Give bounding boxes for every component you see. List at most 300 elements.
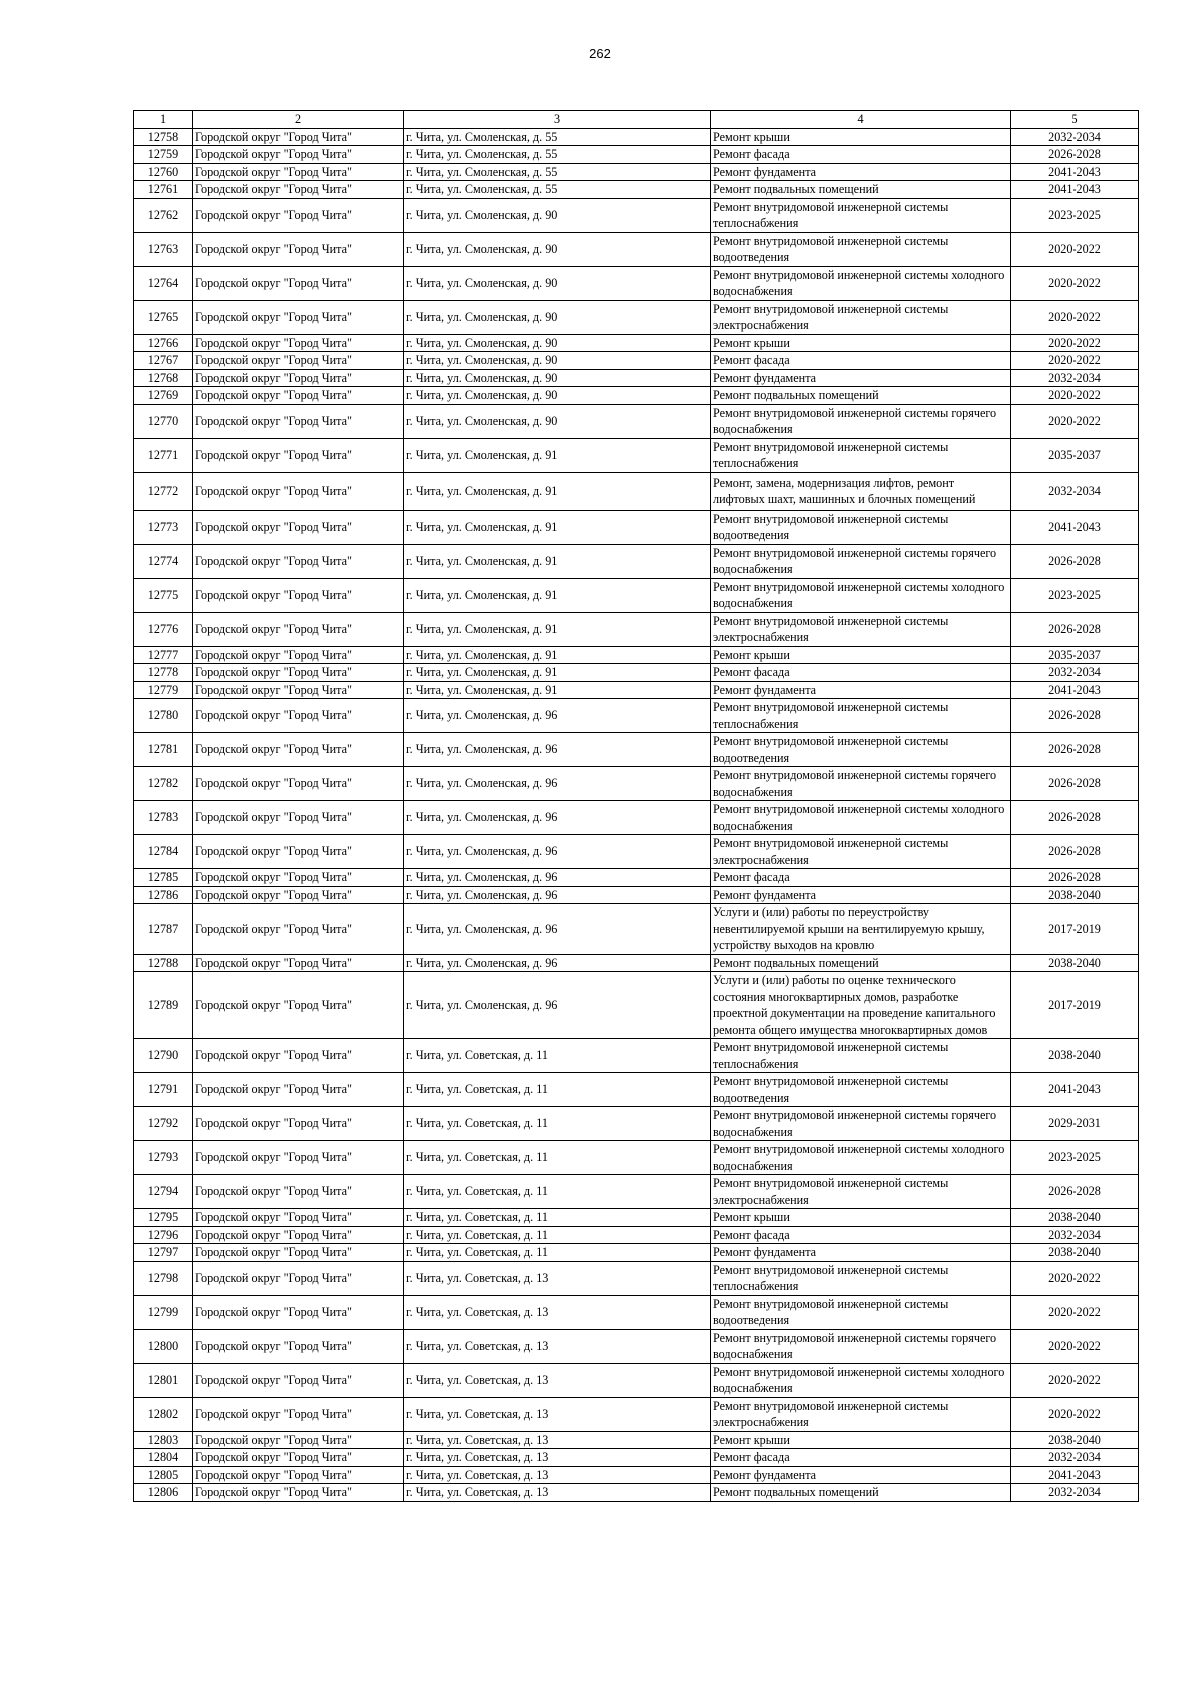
row-number: 12787 xyxy=(134,904,193,955)
municipality-cell: Городской округ "Город Чита" xyxy=(193,1244,404,1262)
period-cell: 2035-2037 xyxy=(1011,646,1139,664)
address-cell: г. Чита, ул. Советская, д. 13 xyxy=(404,1449,711,1467)
municipality-cell: Городской округ "Город Чита" xyxy=(193,352,404,370)
work-type-cell: Ремонт фасада xyxy=(711,1449,1011,1467)
address-cell: г. Чита, ул. Смоленская, д. 90 xyxy=(404,404,711,438)
period-cell: 2032-2034 xyxy=(1011,664,1139,682)
row-number: 12758 xyxy=(134,128,193,146)
row-number: 12775 xyxy=(134,578,193,612)
municipality-cell: Городской округ "Город Чита" xyxy=(193,612,404,646)
row-number: 12805 xyxy=(134,1466,193,1484)
work-type-cell: Ремонт крыши xyxy=(711,334,1011,352)
municipality-cell: Городской округ "Город Чита" xyxy=(193,1226,404,1244)
address-cell: г. Чита, ул. Смоленская, д. 91 xyxy=(404,438,711,472)
municipality-cell: Городской округ "Город Чита" xyxy=(193,954,404,972)
address-cell: г. Чита, ул. Смоленская, д. 96 xyxy=(404,767,711,801)
column-header-4: 4 xyxy=(711,111,1011,129)
period-cell: 2041-2043 xyxy=(1011,681,1139,699)
period-cell: 2020-2022 xyxy=(1011,232,1139,266)
table-row xyxy=(134,1175,1139,1209)
capital-repair-table xyxy=(133,110,1139,1502)
period-cell: 2023-2025 xyxy=(1011,198,1139,232)
row-number: 12762 xyxy=(134,198,193,232)
work-type-cell: Ремонт внутридомовой инженерной системы водоотведения xyxy=(711,1073,1011,1107)
municipality-cell: Городской округ "Город Чита" xyxy=(193,387,404,405)
row-number: 12776 xyxy=(134,612,193,646)
municipality-cell: Городской округ "Город Чита" xyxy=(193,1329,404,1363)
municipality-cell: Городской округ "Город Чита" xyxy=(193,681,404,699)
row-number: 12780 xyxy=(134,699,193,733)
table-row xyxy=(134,699,1139,733)
table-row xyxy=(134,1363,1139,1397)
address-cell: г. Чита, ул. Смоленская, д. 90 xyxy=(404,300,711,334)
period-cell: 2026-2028 xyxy=(1011,146,1139,164)
address-cell: г. Чита, ул. Смоленская, д. 96 xyxy=(404,733,711,767)
municipality-cell: Городской округ "Город Чита" xyxy=(193,404,404,438)
work-type-cell: Ремонт внутридомовой инженерной системы холодного водоснабжения xyxy=(711,266,1011,300)
municipality-cell: Городской округ "Город Чита" xyxy=(193,1363,404,1397)
municipality-cell: Городской округ "Город Чита" xyxy=(193,1295,404,1329)
period-cell: 2026-2028 xyxy=(1011,767,1139,801)
address-cell: г. Чита, ул. Смоленская, д. 55 xyxy=(404,146,711,164)
row-number: 12801 xyxy=(134,1363,193,1397)
address-cell: г. Чита, ул. Советская, д. 11 xyxy=(404,1244,711,1262)
address-cell: г. Чита, ул. Смоленская, д. 91 xyxy=(404,544,711,578)
table-row xyxy=(134,334,1139,352)
table-row xyxy=(134,835,1139,869)
page-number: 262 xyxy=(589,46,611,61)
period-cell: 2020-2022 xyxy=(1011,1363,1139,1397)
address-cell: г. Чита, ул. Смоленская, д. 96 xyxy=(404,954,711,972)
row-number: 12788 xyxy=(134,954,193,972)
work-type-cell: Ремонт внутридомовой инженерной системы электроснабжения xyxy=(711,612,1011,646)
table-row xyxy=(134,146,1139,164)
address-cell: г. Чита, ул. Смоленская, д. 96 xyxy=(404,699,711,733)
row-number: 12772 xyxy=(134,472,193,510)
work-type-cell: Ремонт, замена, модернизация лифтов, ремонт лифтовых шахт, машинных и блочных помещений xyxy=(711,472,1011,510)
municipality-cell: Городской округ "Город Чита" xyxy=(193,300,404,334)
row-number: 12802 xyxy=(134,1397,193,1431)
table-row xyxy=(134,646,1139,664)
address-cell: г. Чита, ул. Советская, д. 11 xyxy=(404,1073,711,1107)
address-cell: г. Чита, ул. Смоленская, д. 91 xyxy=(404,510,711,544)
row-number: 12803 xyxy=(134,1431,193,1449)
municipality-cell: Городской округ "Город Чита" xyxy=(193,1261,404,1295)
row-number: 12766 xyxy=(134,334,193,352)
period-cell: 2041-2043 xyxy=(1011,181,1139,199)
row-number: 12764 xyxy=(134,266,193,300)
address-cell: г. Чита, ул. Советская, д. 13 xyxy=(404,1329,711,1363)
table-row xyxy=(134,300,1139,334)
address-cell: г. Чита, ул. Смоленская, д. 96 xyxy=(404,869,711,887)
row-number: 12796 xyxy=(134,1226,193,1244)
period-cell: 2020-2022 xyxy=(1011,266,1139,300)
period-cell: 2017-2019 xyxy=(1011,972,1139,1039)
municipality-cell: Городской округ "Город Чита" xyxy=(193,198,404,232)
period-cell: 2020-2022 xyxy=(1011,300,1139,334)
table-row xyxy=(134,352,1139,370)
period-cell: 2041-2043 xyxy=(1011,1466,1139,1484)
work-type-cell: Ремонт внутридомовой инженерной системы электроснабжения xyxy=(711,835,1011,869)
address-cell: г. Чита, ул. Смоленская, д. 90 xyxy=(404,352,711,370)
municipality-cell: Городской округ "Город Чита" xyxy=(193,146,404,164)
row-number: 12792 xyxy=(134,1107,193,1141)
work-type-cell: Ремонт внутридомовой инженерной системы теплоснабжения xyxy=(711,699,1011,733)
row-number: 12765 xyxy=(134,300,193,334)
row-number: 12804 xyxy=(134,1449,193,1467)
period-cell: 2041-2043 xyxy=(1011,163,1139,181)
table-row xyxy=(134,1039,1139,1073)
table-row xyxy=(134,801,1139,835)
work-type-cell: Ремонт фасада xyxy=(711,1226,1011,1244)
row-number: 12768 xyxy=(134,369,193,387)
period-cell: 2020-2022 xyxy=(1011,334,1139,352)
row-number: 12791 xyxy=(134,1073,193,1107)
address-cell: г. Чита, ул. Смоленская, д. 90 xyxy=(404,232,711,266)
row-number: 12786 xyxy=(134,886,193,904)
period-cell: 2032-2034 xyxy=(1011,128,1139,146)
period-cell: 2038-2040 xyxy=(1011,886,1139,904)
work-type-cell: Ремонт внутридомовой инженерной системы горячего водоснабжения xyxy=(711,1329,1011,1363)
period-cell: 2032-2034 xyxy=(1011,1226,1139,1244)
municipality-cell: Городской округ "Город Чита" xyxy=(193,334,404,352)
work-type-cell: Ремонт внутридомовой инженерной системы электроснабжения xyxy=(711,1175,1011,1209)
address-cell: г. Чита, ул. Смоленская, д. 90 xyxy=(404,198,711,232)
work-type-cell: Ремонт крыши xyxy=(711,128,1011,146)
work-type-cell: Ремонт подвальных помещений xyxy=(711,1484,1011,1502)
row-number: 12782 xyxy=(134,767,193,801)
municipality-cell: Городской округ "Город Чита" xyxy=(193,544,404,578)
row-number: 12759 xyxy=(134,146,193,164)
table-row xyxy=(134,438,1139,472)
work-type-cell: Ремонт внутридомовой инженерной системы теплоснабжения xyxy=(711,1261,1011,1295)
row-number: 12797 xyxy=(134,1244,193,1262)
table-row xyxy=(134,869,1139,887)
period-cell: 2023-2025 xyxy=(1011,578,1139,612)
table-row xyxy=(134,163,1139,181)
table-row xyxy=(134,578,1139,612)
row-number: 12777 xyxy=(134,646,193,664)
work-type-cell: Ремонт внутридомовой инженерной системы горячего водоснабжения xyxy=(711,404,1011,438)
work-type-cell: Ремонт фасада xyxy=(711,869,1011,887)
row-number: 12760 xyxy=(134,163,193,181)
row-number: 12800 xyxy=(134,1329,193,1363)
row-number: 12761 xyxy=(134,181,193,199)
row-number: 12784 xyxy=(134,835,193,869)
table-body xyxy=(134,111,1139,1502)
period-cell: 2020-2022 xyxy=(1011,1261,1139,1295)
table-row xyxy=(134,266,1139,300)
period-cell: 2020-2022 xyxy=(1011,404,1139,438)
address-cell: г. Чита, ул. Смоленская, д. 96 xyxy=(404,972,711,1039)
row-number: 12763 xyxy=(134,232,193,266)
table-row xyxy=(134,472,1139,510)
period-cell: 2017-2019 xyxy=(1011,904,1139,955)
municipality-cell: Городской округ "Город Чита" xyxy=(193,1141,404,1175)
municipality-cell: Городской округ "Город Чита" xyxy=(193,1449,404,1467)
address-cell: г. Чита, ул. Смоленская, д. 96 xyxy=(404,801,711,835)
address-cell: г. Чита, ул. Советская, д. 11 xyxy=(404,1175,711,1209)
work-type-cell: Ремонт внутридомовой инженерной системы электроснабжения xyxy=(711,1397,1011,1431)
period-cell: 2029-2031 xyxy=(1011,1107,1139,1141)
table-row xyxy=(134,1226,1139,1244)
work-type-cell: Ремонт фундамента xyxy=(711,1244,1011,1262)
municipality-cell: Городской округ "Город Чита" xyxy=(193,904,404,955)
period-cell: 2020-2022 xyxy=(1011,1329,1139,1363)
row-number: 12785 xyxy=(134,869,193,887)
municipality-cell: Городской округ "Город Чита" xyxy=(193,510,404,544)
period-cell: 2038-2040 xyxy=(1011,1039,1139,1073)
address-cell: г. Чита, ул. Советская, д. 13 xyxy=(404,1363,711,1397)
period-cell: 2041-2043 xyxy=(1011,1073,1139,1107)
address-cell: г. Чита, ул. Смоленская, д. 91 xyxy=(404,612,711,646)
table-row xyxy=(134,1466,1139,1484)
municipality-cell: Городской округ "Город Чита" xyxy=(193,646,404,664)
work-type-cell: Ремонт фасада xyxy=(711,352,1011,370)
municipality-cell: Городской округ "Город Чита" xyxy=(193,232,404,266)
period-cell: 2038-2040 xyxy=(1011,1209,1139,1227)
address-cell: г. Чита, ул. Советская, д. 13 xyxy=(404,1295,711,1329)
address-cell: г. Чита, ул. Советская, д. 11 xyxy=(404,1226,711,1244)
column-header-1: 1 xyxy=(134,111,193,129)
municipality-cell: Городской округ "Город Чита" xyxy=(193,472,404,510)
municipality-cell: Городской округ "Город Чита" xyxy=(193,1397,404,1431)
work-type-cell: Ремонт фундамента xyxy=(711,681,1011,699)
table-row xyxy=(134,1431,1139,1449)
period-cell: 2026-2028 xyxy=(1011,835,1139,869)
work-type-cell: Ремонт крыши xyxy=(711,1209,1011,1227)
work-type-cell: Ремонт фасада xyxy=(711,664,1011,682)
municipality-cell: Городской округ "Город Чита" xyxy=(193,578,404,612)
municipality-cell: Городской округ "Город Чита" xyxy=(193,664,404,682)
municipality-cell: Городской округ "Город Чита" xyxy=(193,835,404,869)
table-row xyxy=(134,128,1139,146)
table-row xyxy=(134,1107,1139,1141)
table-row xyxy=(134,1244,1139,1262)
work-type-cell: Ремонт внутридомовой инженерной системы холодного водоснабжения xyxy=(711,801,1011,835)
address-cell: г. Чита, ул. Смоленская, д. 91 xyxy=(404,646,711,664)
work-type-cell: Ремонт крыши xyxy=(711,1431,1011,1449)
table-row xyxy=(134,1295,1139,1329)
address-cell: г. Чита, ул. Смоленская, д. 90 xyxy=(404,369,711,387)
work-type-cell: Ремонт внутридомовой инженерной системы теплоснабжения xyxy=(711,198,1011,232)
row-number: 12798 xyxy=(134,1261,193,1295)
work-type-cell: Ремонт фундамента xyxy=(711,163,1011,181)
address-cell: г. Чита, ул. Смоленская, д. 91 xyxy=(404,664,711,682)
period-cell: 2038-2040 xyxy=(1011,1431,1139,1449)
work-type-cell: Ремонт подвальных помещений xyxy=(711,954,1011,972)
column-header-5: 5 xyxy=(1011,111,1139,129)
address-cell: г. Чита, ул. Советская, д. 13 xyxy=(404,1397,711,1431)
table-row xyxy=(134,664,1139,682)
municipality-cell: Городской округ "Город Чита" xyxy=(193,266,404,300)
period-cell: 2026-2028 xyxy=(1011,699,1139,733)
address-cell: г. Чита, ул. Смоленская, д. 55 xyxy=(404,163,711,181)
period-cell: 2020-2022 xyxy=(1011,1295,1139,1329)
municipality-cell: Городской округ "Город Чита" xyxy=(193,767,404,801)
table-row xyxy=(134,1484,1139,1502)
address-cell: г. Чита, ул. Смоленская, д. 55 xyxy=(404,181,711,199)
address-cell: г. Чита, ул. Советская, д. 13 xyxy=(404,1261,711,1295)
municipality-cell: Городской округ "Город Чита" xyxy=(193,699,404,733)
period-cell: 2041-2043 xyxy=(1011,510,1139,544)
address-cell: г. Чита, ул. Советская, д. 13 xyxy=(404,1466,711,1484)
table-row xyxy=(134,1261,1139,1295)
period-cell: 2032-2034 xyxy=(1011,1449,1139,1467)
period-cell: 2035-2037 xyxy=(1011,438,1139,472)
address-cell: г. Чита, ул. Смоленская, д. 91 xyxy=(404,472,711,510)
work-type-cell: Ремонт внутридомовой инженерной системы горячего водоснабжения xyxy=(711,1107,1011,1141)
work-type-cell: Ремонт внутридомовой инженерной системы холодного водоснабжения xyxy=(711,578,1011,612)
work-type-cell: Ремонт внутридомовой инженерной системы электроснабжения xyxy=(711,300,1011,334)
row-number: 12795 xyxy=(134,1209,193,1227)
municipality-cell: Городской округ "Город Чита" xyxy=(193,181,404,199)
row-number: 12789 xyxy=(134,972,193,1039)
table-row xyxy=(134,198,1139,232)
address-cell: г. Чита, ул. Смоленская, д. 91 xyxy=(404,578,711,612)
table-row xyxy=(134,1209,1139,1227)
table-row xyxy=(134,954,1139,972)
address-cell: г. Чита, ул. Смоленская, д. 90 xyxy=(404,387,711,405)
address-cell: г. Чита, ул. Смоленская, д. 90 xyxy=(404,266,711,300)
period-cell: 2032-2034 xyxy=(1011,472,1139,510)
address-cell: г. Чита, ул. Смоленская, д. 96 xyxy=(404,886,711,904)
municipality-cell: Городской округ "Город Чита" xyxy=(193,369,404,387)
row-number: 12790 xyxy=(134,1039,193,1073)
municipality-cell: Городской округ "Город Чита" xyxy=(193,886,404,904)
address-cell: г. Чита, ул. Советская, д. 13 xyxy=(404,1484,711,1502)
work-type-cell: Ремонт фасада xyxy=(711,146,1011,164)
table-row xyxy=(134,767,1139,801)
address-cell: г. Чита, ул. Смоленская, д. 55 xyxy=(404,128,711,146)
column-header-3: 3 xyxy=(404,111,711,129)
period-cell: 2026-2028 xyxy=(1011,801,1139,835)
table-row xyxy=(134,904,1139,955)
row-number: 12779 xyxy=(134,681,193,699)
row-number: 12799 xyxy=(134,1295,193,1329)
period-cell: 2020-2022 xyxy=(1011,1397,1139,1431)
period-cell: 2026-2028 xyxy=(1011,1175,1139,1209)
work-type-cell: Ремонт внутридомовой инженерной системы водоотведения xyxy=(711,232,1011,266)
period-cell: 2032-2034 xyxy=(1011,1484,1139,1502)
table-row xyxy=(134,733,1139,767)
row-number: 12778 xyxy=(134,664,193,682)
row-number: 12770 xyxy=(134,404,193,438)
column-header-2: 2 xyxy=(193,111,404,129)
row-number: 12774 xyxy=(134,544,193,578)
table-row xyxy=(134,1397,1139,1431)
address-cell: г. Чита, ул. Смоленская, д. 90 xyxy=(404,334,711,352)
municipality-cell: Городской округ "Город Чита" xyxy=(193,1484,404,1502)
municipality-cell: Городской округ "Город Чита" xyxy=(193,1175,404,1209)
work-type-cell: Ремонт внутридомовой инженерной системы водоотведения xyxy=(711,1295,1011,1329)
work-type-cell: Ремонт внутридомовой инженерной системы горячего водоснабжения xyxy=(711,544,1011,578)
period-cell: 2032-2034 xyxy=(1011,369,1139,387)
municipality-cell: Городской округ "Город Чита" xyxy=(193,1209,404,1227)
table-header-row xyxy=(134,111,1139,129)
table-row xyxy=(134,544,1139,578)
work-type-cell: Ремонт фундамента xyxy=(711,369,1011,387)
table-row xyxy=(134,681,1139,699)
period-cell: 2026-2028 xyxy=(1011,869,1139,887)
address-cell: г. Чита, ул. Советская, д. 11 xyxy=(404,1039,711,1073)
address-cell: г. Чита, ул. Смоленская, д. 96 xyxy=(404,835,711,869)
table-row xyxy=(134,1073,1139,1107)
period-cell: 2026-2028 xyxy=(1011,544,1139,578)
work-type-cell: Ремонт фундамента xyxy=(711,886,1011,904)
work-type-cell: Ремонт внутридомовой инженерной системы теплоснабжения xyxy=(711,438,1011,472)
work-type-cell: Ремонт подвальных помещений xyxy=(711,387,1011,405)
work-type-cell: Ремонт подвальных помещений xyxy=(711,181,1011,199)
row-number: 12773 xyxy=(134,510,193,544)
row-number: 12806 xyxy=(134,1484,193,1502)
municipality-cell: Городской округ "Город Чита" xyxy=(193,1107,404,1141)
table-row xyxy=(134,369,1139,387)
row-number: 12767 xyxy=(134,352,193,370)
table-row xyxy=(134,387,1139,405)
table-row xyxy=(134,232,1139,266)
municipality-cell: Городской округ "Город Чита" xyxy=(193,438,404,472)
address-cell: г. Чита, ул. Смоленская, д. 91 xyxy=(404,681,711,699)
address-cell: г. Чита, ул. Советская, д. 13 xyxy=(404,1431,711,1449)
municipality-cell: Городской округ "Город Чита" xyxy=(193,733,404,767)
period-cell: 2026-2028 xyxy=(1011,733,1139,767)
work-type-cell: Услуги и (или) работы по оценке технического состояния многоквартирных домов, разработке проектной документации на проведение капитального ремонта общего имущества многоквартирных домов xyxy=(711,972,1011,1039)
row-number: 12771 xyxy=(134,438,193,472)
period-cell: 2020-2022 xyxy=(1011,352,1139,370)
table-row xyxy=(134,181,1139,199)
period-cell: 2023-2025 xyxy=(1011,1141,1139,1175)
work-type-cell: Ремонт внутридомовой инженерной системы теплоснабжения xyxy=(711,1039,1011,1073)
period-cell: 2038-2040 xyxy=(1011,1244,1139,1262)
work-type-cell: Ремонт внутридомовой инженерной системы горячего водоснабжения xyxy=(711,767,1011,801)
address-cell: г. Чита, ул. Смоленская, д. 96 xyxy=(404,904,711,955)
municipality-cell: Городской округ "Город Чита" xyxy=(193,1431,404,1449)
municipality-cell: Городской округ "Город Чита" xyxy=(193,163,404,181)
work-type-cell: Ремонт крыши xyxy=(711,646,1011,664)
address-cell: г. Чита, ул. Советская, д. 11 xyxy=(404,1209,711,1227)
work-type-cell: Ремонт внутридомовой инженерной системы водоотведения xyxy=(711,733,1011,767)
table-row xyxy=(134,886,1139,904)
work-type-cell: Услуги и (или) работы по переустройству невентилируемой крыши на вентилируемую крышу, устройству выходов на кровлю xyxy=(711,904,1011,955)
row-number: 12793 xyxy=(134,1141,193,1175)
work-type-cell: Ремонт фундамента xyxy=(711,1466,1011,1484)
period-cell: 2026-2028 xyxy=(1011,612,1139,646)
municipality-cell: Городской округ "Город Чита" xyxy=(193,869,404,887)
row-number: 12781 xyxy=(134,733,193,767)
municipality-cell: Городской округ "Город Чита" xyxy=(193,1073,404,1107)
municipality-cell: Городской округ "Город Чита" xyxy=(193,1039,404,1073)
table-row xyxy=(134,612,1139,646)
row-number: 12783 xyxy=(134,801,193,835)
table-row xyxy=(134,510,1139,544)
table-row xyxy=(134,1329,1139,1363)
municipality-cell: Городской округ "Город Чита" xyxy=(193,128,404,146)
municipality-cell: Городской округ "Город Чита" xyxy=(193,1466,404,1484)
work-type-cell: Ремонт внутридомовой инженерной системы холодного водоснабжения xyxy=(711,1141,1011,1175)
table-row xyxy=(134,1141,1139,1175)
period-cell: 2038-2040 xyxy=(1011,954,1139,972)
municipality-cell: Городской округ "Город Чита" xyxy=(193,801,404,835)
work-type-cell: Ремонт внутридомовой инженерной системы холодного водоснабжения xyxy=(711,1363,1011,1397)
work-type-cell: Ремонт внутридомовой инженерной системы водоотведения xyxy=(711,510,1011,544)
municipality-cell: Городской округ "Город Чита" xyxy=(193,972,404,1039)
period-cell: 2020-2022 xyxy=(1011,387,1139,405)
address-cell: г. Чита, ул. Советская, д. 11 xyxy=(404,1107,711,1141)
table-row xyxy=(134,972,1139,1039)
table-row xyxy=(134,404,1139,438)
row-number: 12769 xyxy=(134,387,193,405)
